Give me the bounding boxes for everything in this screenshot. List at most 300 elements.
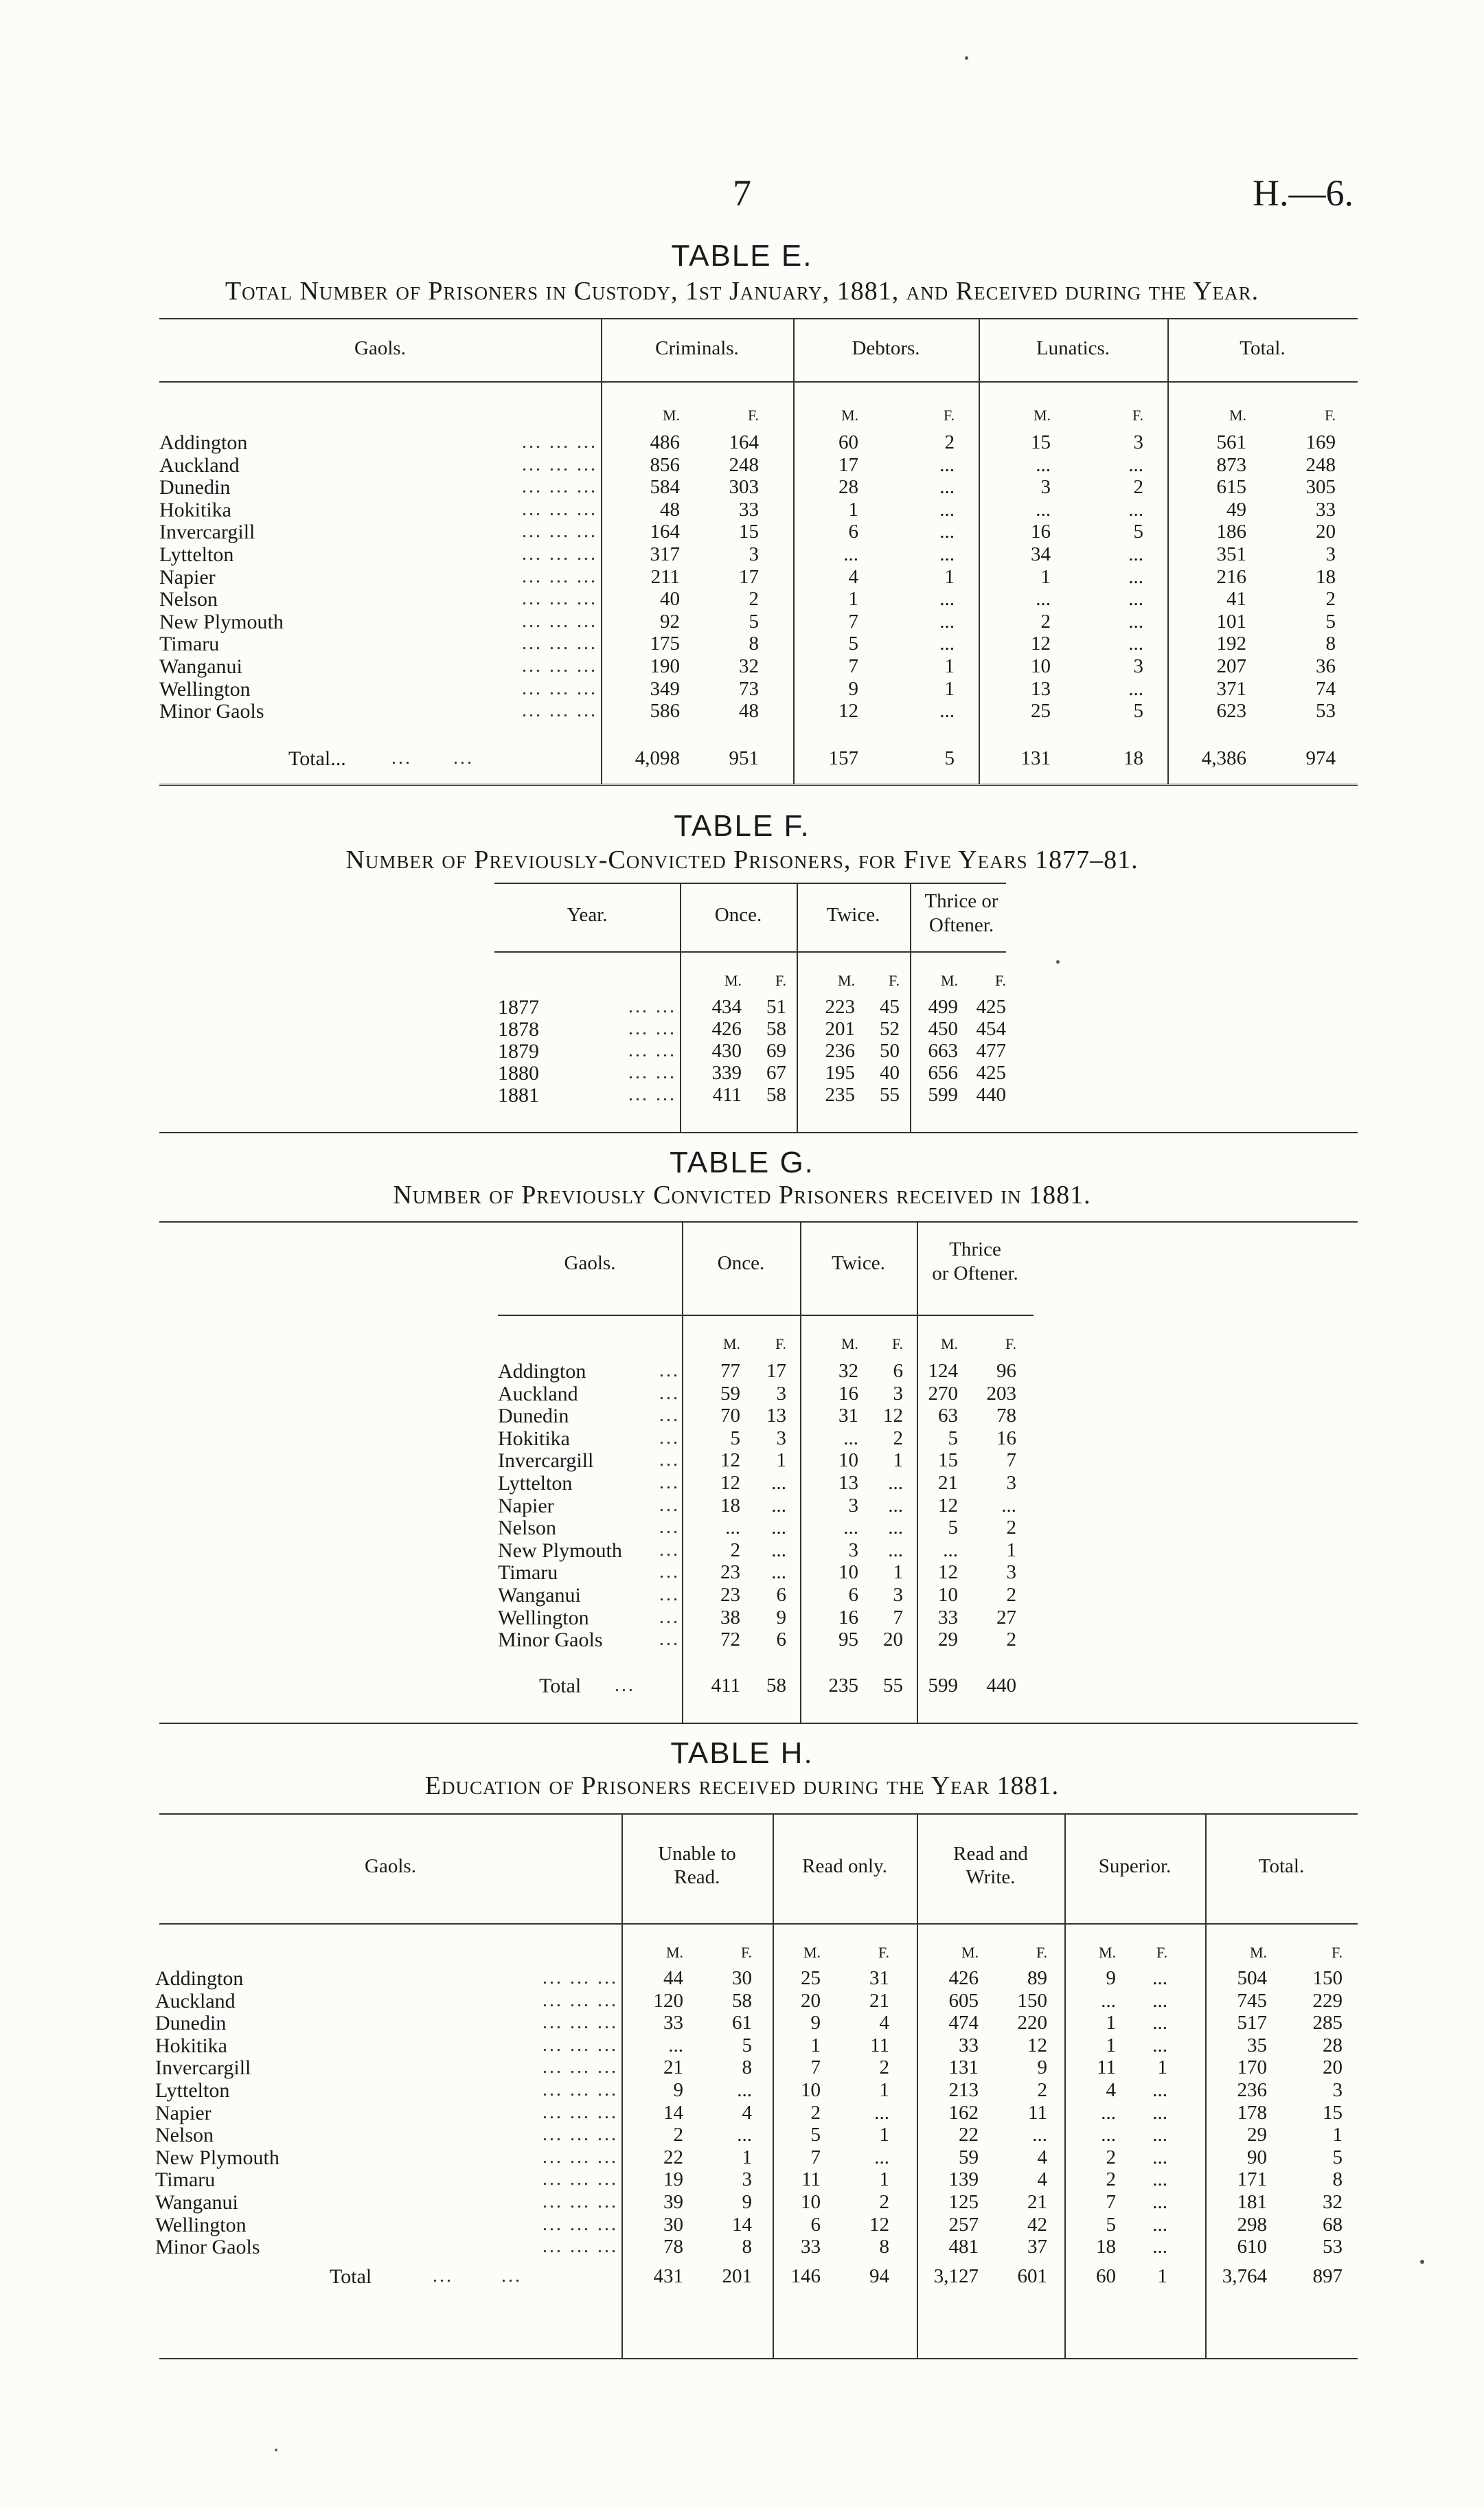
table-cell: 74	[1316, 677, 1336, 700]
row-label: Nelson	[498, 1517, 556, 1540]
table-cell: 125	[948, 2191, 979, 2213]
table-cell: 5	[749, 610, 759, 633]
table-cell: ...	[1152, 1989, 1167, 2012]
leader-dots: ... ... ...	[543, 2213, 618, 2235]
table-cell: 12	[720, 1449, 740, 1472]
total-cell: 4,386	[1201, 747, 1246, 769]
table-cell: 10	[938, 1584, 958, 1606]
total-cell: 3,764	[1222, 2265, 1267, 2287]
table-cell: 1	[893, 1561, 903, 1584]
table-cell: 18	[1316, 565, 1336, 588]
table-cell: ...	[771, 1494, 786, 1517]
table-cell: 3	[1006, 1472, 1016, 1494]
h-subheader-m: M.	[1098, 1944, 1116, 1961]
table-cell: 7	[1006, 1449, 1016, 1472]
table-cell: ...	[874, 2101, 889, 2124]
table-cell: ...	[939, 476, 955, 499]
table-cell: 5	[1332, 2146, 1343, 2168]
row-label: Wanganui	[155, 2191, 238, 2214]
table-f-header-thrice: Thrice or	[924, 890, 998, 912]
table-cell: 9	[1106, 1967, 1116, 1989]
table-cell: ...	[939, 498, 955, 521]
total-cell: 4,098	[635, 747, 680, 769]
table-cell: 10	[838, 1449, 858, 1472]
table-f-header-year: Year.	[567, 904, 608, 926]
table-cell: 605	[948, 1989, 979, 2012]
table-cell: 2	[1037, 2079, 1047, 2101]
total-cell: 1	[1157, 2265, 1167, 2287]
table-cell: 2	[1133, 476, 1143, 499]
table-cell: ...	[1001, 1494, 1016, 1517]
leader-dots: ...	[659, 1427, 680, 1449]
leader-dots: ... ...	[628, 1018, 676, 1039]
table-cell: 36	[1316, 655, 1336, 677]
row-label: Auckland	[159, 453, 240, 477]
table-cell: 6	[810, 2213, 821, 2236]
table-cell: 434	[711, 996, 742, 1018]
table-cell: 67	[766, 1062, 786, 1084]
table-cell: 1	[944, 565, 955, 588]
row-label: Invercargill	[498, 1449, 594, 1473]
table-cell: 169	[1305, 431, 1336, 453]
table-cell: 1	[1106, 2034, 1116, 2056]
table-cell: 3	[1133, 655, 1143, 677]
table-f-header-oftener: Oftener.	[928, 914, 994, 936]
table-cell: 7	[848, 655, 858, 677]
table-cell: 20	[1316, 521, 1336, 543]
leader-dots: ... ... ...	[543, 2124, 618, 2146]
row-label: Addington	[155, 1967, 244, 1990]
table-cell: 2	[1006, 1584, 1016, 1606]
f-subheader-m: M.	[940, 972, 958, 989]
table-cell: 18	[720, 1494, 740, 1517]
table-cell: 1	[1006, 1539, 1016, 1561]
table-cell: ...	[1152, 2079, 1167, 2101]
table-cell: ...	[737, 2124, 752, 2146]
total-cell: 3,127	[933, 2265, 979, 2287]
table-cell: 150	[1017, 1989, 1047, 2012]
table-cell: 371	[1216, 677, 1246, 700]
leader-dots: ... ... ...	[522, 453, 597, 475]
leader-dots: ... ... ...	[543, 2101, 618, 2123]
row-label: Wellington	[498, 1606, 589, 1629]
leader-dots: ... ...	[391, 747, 474, 769]
table-h-header-write: Write.	[966, 1866, 1016, 1888]
table-cell: 61	[732, 2012, 752, 2034]
table-cell: 48	[739, 700, 759, 723]
table-cell: 4	[1037, 2168, 1047, 2191]
e-subheader-f: F.	[1325, 407, 1336, 424]
table-cell: 5	[948, 1517, 958, 1539]
total-cell: 55	[883, 1675, 903, 1697]
table-cell: 28	[1323, 2034, 1343, 2056]
table-cell: ...	[939, 521, 955, 543]
table-cell: 37	[1027, 2236, 1047, 2258]
table-cell: 229	[1312, 1989, 1343, 2012]
table-cell: ...	[1152, 2124, 1167, 2146]
table-cell: 584	[650, 476, 680, 499]
row-label: Dunedin	[155, 2012, 227, 2035]
table-cell: 656	[928, 1062, 958, 1084]
leader-dots: ... ... ...	[543, 1967, 618, 1988]
table-cell: 426	[711, 1018, 742, 1040]
total-cell: 431	[653, 2265, 683, 2287]
table-cell: ...	[1101, 1989, 1116, 2012]
table-cell: 39	[663, 2191, 683, 2213]
table-cell: 610	[1237, 2236, 1267, 2258]
table-cell: 16	[996, 1427, 1016, 1449]
total-cell: 58	[766, 1675, 786, 1697]
table-cell: 8	[742, 2056, 752, 2079]
table-cell: ...	[1128, 543, 1143, 565]
table-cell: ...	[939, 700, 955, 723]
table-cell: ...	[1152, 2213, 1167, 2236]
table-cell: 8	[1325, 633, 1336, 655]
table-cell: 745	[1237, 1989, 1267, 2012]
total-label: Total...	[288, 747, 346, 770]
total-cell: 599	[928, 1675, 958, 1697]
row-label: New Plymouth	[498, 1539, 622, 1562]
table-cell: ...	[1152, 2168, 1167, 2191]
table-h-header-gaols: Gaols.	[365, 1855, 416, 1877]
table-cell: 2	[1040, 610, 1051, 633]
row-label: Napier	[159, 565, 216, 589]
leader-dots: ... ... ...	[522, 633, 597, 655]
table-cell: 7	[810, 2056, 821, 2079]
table-cell: 873	[1216, 453, 1246, 476]
table-cell: 40	[880, 1062, 900, 1084]
table-cell: ...	[939, 633, 955, 655]
table-cell: 190	[650, 655, 680, 677]
f-subheader-f: F.	[889, 972, 900, 989]
table-cell: 474	[948, 2012, 979, 2034]
table-cell: 22	[663, 2146, 683, 2168]
table-cell: 186	[1216, 521, 1246, 543]
table-cell: ...	[888, 1472, 903, 1494]
table-cell: 5	[1325, 610, 1336, 633]
table-cell: 450	[928, 1018, 958, 1040]
table-cell: 298	[1237, 2213, 1267, 2236]
leader-dots: ...	[659, 1629, 680, 1650]
table-cell: 192	[1216, 633, 1246, 655]
leader-dots: ... ...	[628, 1062, 676, 1083]
table-cell: 18	[1096, 2236, 1116, 2258]
table-cell: 3	[776, 1382, 786, 1405]
table-cell: ...	[1128, 453, 1143, 476]
table-cell: 257	[948, 2213, 979, 2236]
leader-dots: ...	[659, 1405, 680, 1427]
h-subheader-m: M.	[961, 1944, 979, 1961]
e-subheader-f: F.	[748, 407, 759, 424]
table-cell: 211	[650, 565, 680, 588]
table-cell: 89	[1027, 1967, 1047, 1989]
table-cell: 29	[1247, 2124, 1267, 2146]
table-cell: ...	[1036, 498, 1051, 521]
leader-dots: ... ... ...	[543, 2236, 618, 2258]
table-cell: 5	[810, 2124, 821, 2146]
total-cell: 897	[1312, 2265, 1343, 2287]
row-label: Invercargill	[159, 521, 255, 544]
table-g-header-gaols: Gaols.	[564, 1252, 616, 1274]
h-subheader-m: M.	[1249, 1944, 1267, 1961]
table-g-header-twice: Twice.	[832, 1252, 885, 1274]
e-subheader-m: M.	[841, 407, 858, 424]
table-cell: 5	[730, 1427, 740, 1449]
f-subheader-f: F.	[775, 972, 786, 989]
leader-dots: ...	[659, 1494, 680, 1516]
table-cell: 32	[838, 1360, 858, 1382]
table-cell: 78	[663, 2236, 683, 2258]
row-label: Lyttelton	[159, 543, 234, 566]
row-label: Invercargill	[155, 2056, 251, 2080]
table-cell: 3	[893, 1382, 903, 1405]
table-cell: 35	[1247, 2034, 1267, 2056]
row-label: Minor Gaols	[155, 2236, 260, 2259]
leader-dots: ... ... ...	[543, 2012, 618, 2034]
table-cell: 12	[1031, 633, 1051, 655]
table-h-header-read-and: Read and	[953, 1843, 1028, 1865]
table-cell: 20	[1323, 2056, 1343, 2079]
table-cell: 48	[660, 498, 680, 521]
table-cell: 3	[848, 1539, 858, 1561]
table-cell: ...	[874, 2146, 889, 2168]
leader-dots: ... ... ...	[522, 588, 597, 610]
table-cell: ...	[771, 1561, 786, 1584]
table-cell: 40	[660, 588, 680, 611]
total-cell: 157	[828, 747, 858, 769]
table-cell: 7	[1106, 2191, 1116, 2213]
table-cell: 1	[1040, 565, 1051, 588]
table-cell: 33	[959, 2034, 979, 2056]
table-cell: ...	[1152, 2191, 1167, 2213]
table-cell: ...	[1128, 633, 1143, 655]
table-cell: 317	[650, 543, 680, 565]
table-cell: 9	[742, 2191, 752, 2213]
table-cell: 12	[720, 1472, 740, 1494]
table-cell: 12	[838, 700, 858, 723]
table-cell: 10	[801, 2191, 821, 2213]
table-cell: ...	[1032, 2124, 1047, 2146]
g-subheader-m: M.	[841, 1335, 858, 1352]
table-cell: 42	[1027, 2213, 1047, 2236]
row-label: Auckland	[498, 1382, 578, 1405]
row-label: Timaru	[498, 1561, 558, 1585]
table-h-subtitle: Education of Prisoners received during the Year 1881.	[424, 1771, 1060, 1800]
table-cell: 4	[1106, 2079, 1116, 2101]
leader-dots: ...	[659, 1449, 680, 1471]
table-cell: 58	[732, 1989, 752, 2012]
table-cell: 11	[1097, 2056, 1116, 2079]
table-cell: 69	[766, 1040, 786, 1062]
table-cell: 14	[732, 2213, 752, 2236]
table-cell: 21	[663, 2056, 683, 2079]
table-e-header-total: Total.	[1240, 337, 1286, 359]
row-label: Minor Gaols	[159, 700, 264, 723]
table-cell: 499	[928, 996, 958, 1018]
h-subheader-f: F.	[1332, 1944, 1343, 1961]
table-cell: 17	[838, 453, 858, 476]
table-cell: 164	[729, 431, 759, 453]
table-cell: 195	[825, 1062, 855, 1084]
total-cell: 5	[944, 747, 955, 769]
total-cell: 18	[1123, 747, 1143, 769]
table-cell: 7	[893, 1606, 903, 1629]
table-cell: 216	[1216, 565, 1246, 588]
table-cell: ...	[1128, 498, 1143, 521]
table-cell: 477	[976, 1040, 1006, 1062]
table-cell: 2	[730, 1539, 740, 1561]
table-cell: 2	[879, 2191, 889, 2213]
table-cell: 1	[893, 1449, 903, 1472]
table-cell: 1	[944, 655, 955, 677]
table-cell: 425	[976, 1062, 1006, 1084]
table-cell: 8	[879, 2236, 889, 2258]
row-label: 1879	[498, 1040, 539, 1063]
table-cell: 178	[1237, 2101, 1267, 2124]
table-cell: 7	[848, 610, 858, 633]
table-cell: ...	[1101, 2101, 1116, 2124]
table-cell: ...	[1152, 2101, 1167, 2124]
table-g-subtitle: Number of Previously Convicted Prisoners received in 1881.	[393, 1181, 1091, 1210]
table-cell: 1	[742, 2146, 752, 2168]
total-cell: 131	[1020, 747, 1051, 769]
h-subheader-f: F.	[1036, 1944, 1047, 1961]
h-subheader-m: M.	[665, 1944, 683, 1961]
table-cell: 78	[996, 1405, 1016, 1427]
table-cell: 1	[944, 677, 955, 700]
table-cell: 9	[848, 677, 858, 700]
table-cell: 481	[948, 2236, 979, 2258]
table-e-title: TABLE E.	[671, 239, 813, 273]
total-cell: 60	[1096, 2265, 1116, 2287]
table-cell: 2	[944, 431, 955, 453]
table-cell: 2	[749, 588, 759, 611]
table-e-header-gaols: Gaols.	[354, 337, 406, 359]
table-cell: ...	[943, 1539, 958, 1561]
table-cell: 25	[801, 1967, 821, 1989]
row-label: 1878	[498, 1018, 539, 1041]
table-cell: 8	[742, 2236, 752, 2258]
table-f-subtitle: Number of Previously-Convicted Prisoners, for Five Years 1877–81.	[345, 846, 1139, 874]
total-cell: 201	[722, 2265, 752, 2287]
leader-dots: ... ... ...	[522, 610, 597, 632]
table-cell: 72	[720, 1629, 740, 1651]
table-cell: 15	[739, 521, 759, 543]
table-cell: 599	[928, 1084, 958, 1106]
table-cell: 430	[711, 1040, 742, 1062]
total-cell: 440	[986, 1675, 1016, 1697]
table-cell: 6	[776, 1584, 786, 1606]
table-cell: 3	[749, 543, 759, 565]
total-cell: 94	[869, 2265, 889, 2287]
table-cell: 15	[1323, 2101, 1343, 2124]
leader-dots: ... ... ...	[543, 2146, 618, 2168]
leader-dots: ... ...	[628, 1040, 676, 1061]
g-subheader-f: F.	[892, 1335, 903, 1352]
table-cell: 150	[1312, 1967, 1343, 1989]
table-cell: 52	[880, 1018, 900, 1040]
table-cell: 2	[673, 2124, 683, 2146]
table-cell: 3	[1325, 543, 1336, 565]
table-cell: 120	[653, 1989, 683, 2012]
table-cell: 17	[766, 1360, 786, 1382]
table-cell: 11	[1028, 2101, 1047, 2124]
table-cell: 1	[848, 588, 858, 611]
table-cell: 6	[848, 1584, 858, 1606]
e-subheader-m: M.	[662, 407, 680, 424]
g-subheader-m: M.	[722, 1335, 740, 1352]
table-cell: ...	[771, 1539, 786, 1561]
table-cell: 235	[825, 1084, 855, 1106]
table-cell: 17	[739, 565, 759, 588]
table-cell: 2	[879, 2056, 889, 2079]
table-cell: 33	[801, 2236, 821, 2258]
row-label: Hokitika	[498, 1427, 570, 1450]
table-cell: 2	[893, 1427, 903, 1449]
table-cell: 411	[712, 1084, 742, 1106]
e-subheader-f: F.	[1132, 407, 1143, 424]
table-cell: ...	[1101, 2124, 1116, 2146]
table-cell: 171	[1237, 2168, 1267, 2191]
row-label: Nelson	[159, 588, 218, 611]
table-cell: 53	[1323, 2236, 1343, 2258]
table-cell: 9	[776, 1606, 786, 1629]
leader-dots: ... ... ...	[522, 565, 597, 587]
f-subheader-m: M.	[837, 972, 855, 989]
table-h-title: TABLE H.	[670, 1736, 814, 1770]
table-cell: 3	[1133, 431, 1143, 453]
table-cell: 21	[938, 1472, 958, 1494]
table-cell: 12	[883, 1405, 903, 1427]
table-e-subtitle: Total Number of Prisoners in Custody, 1st January, 1881, and Received during the Year.	[225, 277, 1259, 306]
page-number: 7	[733, 172, 751, 214]
table-cell: 16	[838, 1382, 858, 1405]
table-cell: 59	[720, 1382, 740, 1405]
table-cell: ...	[771, 1517, 786, 1539]
leader-dots: ... ... ...	[522, 677, 597, 699]
table-cell: 29	[938, 1629, 958, 1651]
table-cell: 12	[938, 1494, 958, 1517]
table-cell: 303	[729, 476, 759, 499]
leader-dots: ... ... ...	[522, 498, 597, 520]
table-cell: ...	[1152, 1967, 1167, 1989]
f-subheader-f: F.	[995, 972, 1006, 989]
leader-dots: ... ... ...	[522, 521, 597, 543]
table-cell: 68	[1323, 2213, 1343, 2236]
table-cell: 41	[1226, 588, 1246, 611]
g-subheader-f: F.	[775, 1335, 786, 1352]
table-g-header-oftener: or Oftener.	[932, 1262, 1018, 1284]
table-cell: 6	[776, 1629, 786, 1651]
table-cell: 27	[996, 1606, 1016, 1629]
table-cell: 1	[1332, 2124, 1343, 2146]
row-label: Napier	[498, 1494, 554, 1517]
table-cell: 5	[1133, 700, 1143, 723]
leader-dots: ...	[659, 1561, 680, 1583]
leader-dots: ... ...	[628, 996, 676, 1017]
table-cell: 12	[938, 1561, 958, 1584]
table-cell: 33	[938, 1606, 958, 1629]
row-label: Napier	[155, 2101, 212, 2124]
table-cell: 5	[1133, 521, 1143, 543]
table-cell: ...	[737, 2079, 752, 2101]
table-cell: 28	[838, 476, 858, 499]
table-cell: 14	[663, 2101, 683, 2124]
leader-dots: ... ...	[628, 1084, 676, 1105]
table-cell: 248	[1305, 453, 1336, 476]
document-code: H.—6.	[1253, 172, 1354, 214]
row-label: Hokitika	[155, 2034, 227, 2057]
